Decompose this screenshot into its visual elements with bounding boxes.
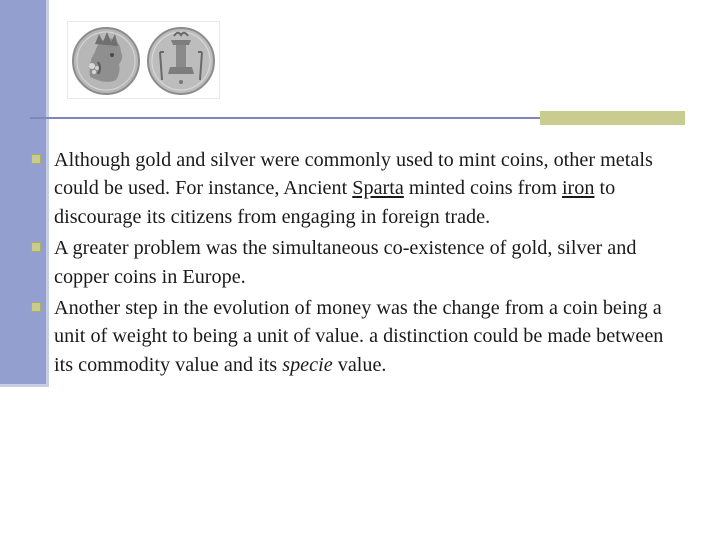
bullet-square-icon bbox=[31, 154, 41, 164]
bullet-square-icon bbox=[31, 242, 41, 252]
bullet-list bbox=[30, 146, 670, 382]
bullet-item bbox=[30, 146, 670, 231]
bullet-item bbox=[30, 294, 670, 379]
divider-accent-block bbox=[540, 111, 685, 125]
bullet-text: A greater problem was the simultaneous co-existence of gold, silver and copper coins in Europe. bbox=[54, 237, 637, 288]
bullet-square-icon bbox=[31, 302, 41, 312]
altar-coin bbox=[148, 28, 214, 94]
coins-image bbox=[67, 21, 220, 99]
bullet-text: Although gold and silver were commonly used to mint coins, other metals could be used. For instance, Ancient bbox=[54, 149, 653, 200]
specie-term: specie bbox=[282, 353, 333, 376]
iron-link[interactable]: iron bbox=[561, 177, 595, 200]
bullet-text: Another step in the evolution of money was the change from a coin being a unit of weight to being a unit of value. a distinction could be made between its commodity value and its bbox=[54, 297, 664, 376]
bullet-text: minted coins from bbox=[403, 177, 562, 200]
bar-bottom-shadow bbox=[0, 384, 49, 387]
sparta-link[interactable]: Sparta bbox=[352, 177, 404, 200]
bullet-text: to discourage its citizens from engaging in foreign trade. bbox=[54, 177, 616, 228]
portrait-coin bbox=[73, 28, 139, 94]
bullet-item bbox=[30, 234, 670, 291]
bullet-text: value. bbox=[332, 353, 387, 376]
